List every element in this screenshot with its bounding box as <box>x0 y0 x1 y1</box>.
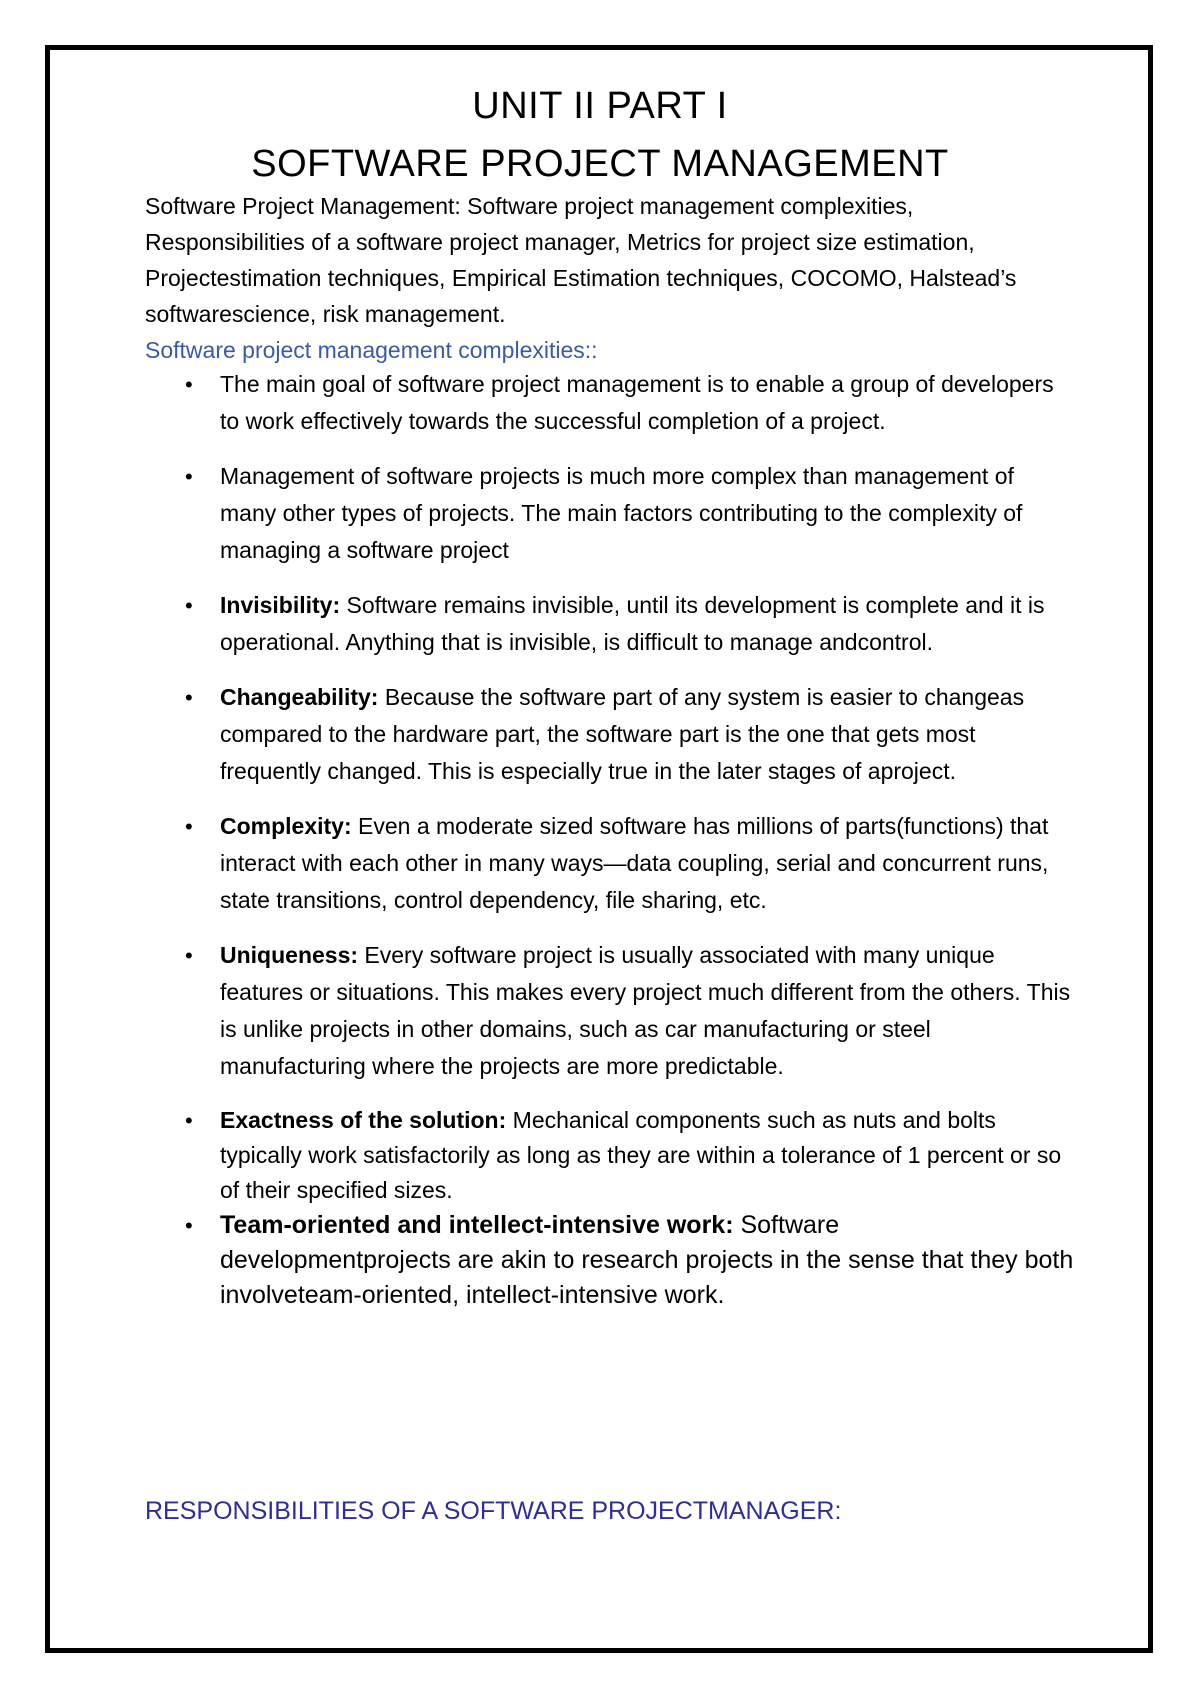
complexities-list <box>185 366 1075 1313</box>
bullet-term: Team-oriented and intellect-intensive work: <box>220 1211 734 1239</box>
bullet-text: The main goal of software project management is to enable a group of developers to work effectively towards the successful completion of a project. <box>220 371 1054 434</box>
bullet-text: Software remains invisible, until its development is complete and it is operational. Anything that is invisible, is difficult to manage andcontrol. <box>220 592 1045 655</box>
section-heading-complexities: Software project management complexities:: <box>145 337 598 363</box>
bullet-term: Changeability: <box>220 684 379 710</box>
bullet-icon: • <box>185 593 193 618</box>
bullet-icon: • <box>185 372 193 397</box>
bullet-icon: • <box>185 685 193 710</box>
list-item <box>185 808 1075 919</box>
bullet-icon: • <box>185 464 193 489</box>
page-title: SOFTWARE PROJECT MANAGEMENT <box>251 143 949 185</box>
bullet-icon: • <box>185 1213 193 1238</box>
bullet-text: Software developmentprojects are akin to research projects in the sense that they both involveteam-oriented, intellect-intensive work. <box>220 1211 1074 1309</box>
bullet-text: Every software project is usually associated with many unique features or situations. This makes every project much different from the others. This is unlike projects in other domains, such as car manufacturing or steel manufacturing where the projects are more predictable. <box>220 942 1071 1079</box>
bullet-text: Management of software projects is much more complex than management of many other types of projects. The main factors contributing to the complexity of managing a software project <box>220 463 1023 563</box>
bullet-icon: • <box>185 1108 193 1133</box>
bullet-text: Because the software part of any system is easier to changeas compared to the hardware part, the software part is the one that gets most frequently changed. This is especially true in the later stages of aproject. <box>220 684 1025 784</box>
list-item <box>185 458 1075 569</box>
bullet-term: Exactness of the solution: <box>220 1107 507 1133</box>
bullet-icon: • <box>185 814 193 839</box>
unit-title: UNIT II PART I <box>472 85 728 127</box>
list-item <box>185 1208 1075 1313</box>
list-item <box>185 937 1075 1085</box>
intro-paragraph: Software Project Management: Software project management complexities, Responsibilities of a software project manager, Metrics for project size estimation, Projectestimation techniques, Empirical Estimation techniques, COCOMO, Halstead’s softwarescience, risk management. <box>145 193 1017 327</box>
bullet-term: Complexity: <box>220 813 352 839</box>
list-item <box>185 679 1075 790</box>
list-item <box>185 1103 1075 1208</box>
list-item <box>185 587 1075 661</box>
bullet-term: Invisibility: <box>220 592 341 618</box>
list-item <box>185 366 1075 440</box>
bullet-text: Even a moderate sized software has millions of parts(functions) that interact with each other in many ways—data coupling, serial and concurrent runs, state transitions, control dependency, file sharing, etc. <box>220 813 1049 913</box>
bullet-term: Uniqueness: <box>220 942 359 968</box>
bullet-icon: • <box>185 943 193 968</box>
bullet-text: Mechanical components such as nuts and bolts typically work satisfactorily as long as they are within a tolerance of 1 percent or so of their specified sizes. <box>220 1107 1062 1203</box>
section-heading-responsibilities: RESPONSIBILITIES OF A SOFTWARE PROJECTMANAGER: <box>145 1497 842 1525</box>
